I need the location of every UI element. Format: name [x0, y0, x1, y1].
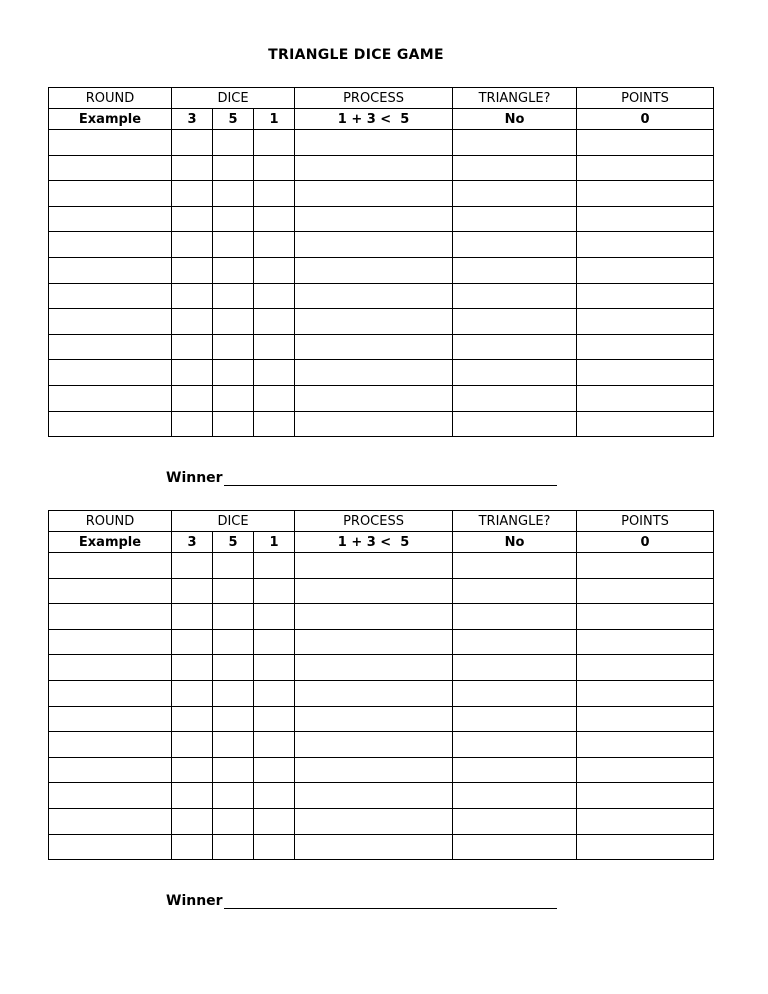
points-cell[interactable]: [577, 334, 714, 360]
round-cell[interactable]: [49, 283, 172, 309]
triangle-cell[interactable]: [453, 757, 577, 783]
winner-line[interactable]: [224, 470, 557, 486]
example-die-3: 1: [254, 109, 295, 130]
process-cell[interactable]: [295, 578, 453, 604]
points-cell[interactable]: [577, 578, 714, 604]
process-cell[interactable]: [295, 155, 453, 181]
triangle-cell[interactable]: [453, 283, 577, 309]
process-cell[interactable]: [295, 283, 453, 309]
process-cell[interactable]: [295, 655, 453, 681]
score-table-2: [48, 510, 714, 860]
die-3-cell[interactable]: [254, 834, 295, 860]
example-die-2: 5: [213, 109, 254, 130]
die-1-cell[interactable]: [172, 808, 213, 834]
process-cell[interactable]: [295, 181, 453, 207]
die-2-cell[interactable]: [213, 283, 254, 309]
triangle-cell[interactable]: [453, 232, 577, 258]
process-cell[interactable]: [295, 334, 453, 360]
process-cell[interactable]: [295, 257, 453, 283]
table-row: [49, 309, 714, 335]
table-row: [49, 360, 714, 386]
die-3-cell[interactable]: [254, 130, 295, 156]
winner-field-1: [166, 470, 557, 486]
triangle-cell[interactable]: [453, 206, 577, 232]
round-cell[interactable]: [49, 732, 172, 758]
triangle-cell[interactable]: [453, 334, 577, 360]
process-cell[interactable]: [295, 385, 453, 411]
header-dice: DICE: [172, 88, 295, 109]
die-1-cell[interactable]: [172, 578, 213, 604]
points-cell[interactable]: [577, 411, 714, 437]
table-row: [49, 206, 714, 232]
die-3-cell[interactable]: [254, 181, 295, 207]
die-1-cell[interactable]: [172, 655, 213, 681]
example-round: Example: [49, 532, 172, 553]
header-triangle: TRIANGLE?: [453, 88, 577, 109]
table-row: [49, 732, 714, 758]
points-cell[interactable]: [577, 257, 714, 283]
triangle-cell[interactable]: [453, 808, 577, 834]
round-cell[interactable]: [49, 578, 172, 604]
die-1-cell[interactable]: [172, 334, 213, 360]
points-cell[interactable]: [577, 808, 714, 834]
die-1-cell[interactable]: [172, 834, 213, 860]
round-cell[interactable]: [49, 834, 172, 860]
triangle-cell[interactable]: [453, 411, 577, 437]
round-cell[interactable]: [49, 680, 172, 706]
die-1-cell[interactable]: [172, 130, 213, 156]
die-3-cell[interactable]: [254, 629, 295, 655]
table-row: [49, 655, 714, 681]
die-3-cell[interactable]: [254, 257, 295, 283]
table-row: [49, 578, 714, 604]
die-3-cell[interactable]: [254, 206, 295, 232]
round-cell[interactable]: [49, 334, 172, 360]
winner-label: Winner: [166, 893, 223, 909]
points-cell[interactable]: [577, 655, 714, 681]
table-row: [49, 130, 714, 156]
table-row: [49, 834, 714, 860]
die-3-cell[interactable]: [254, 757, 295, 783]
triangle-cell[interactable]: [453, 578, 577, 604]
round-cell[interactable]: [49, 130, 172, 156]
example-die-2: 5: [213, 532, 254, 553]
points-cell[interactable]: [577, 706, 714, 732]
process-cell[interactable]: [295, 232, 453, 258]
die-2-cell[interactable]: [213, 680, 254, 706]
process-cell[interactable]: [295, 757, 453, 783]
die-2-cell[interactable]: [213, 834, 254, 860]
die-3-cell[interactable]: [254, 604, 295, 630]
round-cell[interactable]: [49, 757, 172, 783]
triangle-cell[interactable]: [453, 360, 577, 386]
die-1-cell[interactable]: [172, 309, 213, 335]
table-row: [49, 257, 714, 283]
header-points: POINTS: [577, 88, 714, 109]
header-process: PROCESS: [295, 511, 453, 532]
die-1-cell[interactable]: [172, 732, 213, 758]
process-cell[interactable]: [295, 706, 453, 732]
triangle-cell[interactable]: [453, 553, 577, 579]
die-2-cell[interactable]: [213, 808, 254, 834]
winner-label: Winner: [166, 470, 223, 486]
die-3-cell[interactable]: [254, 283, 295, 309]
die-2-cell[interactable]: [213, 385, 254, 411]
triangle-cell[interactable]: [453, 385, 577, 411]
round-cell[interactable]: [49, 309, 172, 335]
example-die-1: 3: [172, 109, 213, 130]
table-row: [49, 808, 714, 834]
die-2-cell[interactable]: [213, 655, 254, 681]
die-3-cell[interactable]: [254, 385, 295, 411]
example-points: 0: [577, 109, 714, 130]
die-3-cell[interactable]: [254, 732, 295, 758]
die-3-cell[interactable]: [254, 783, 295, 809]
points-cell[interactable]: [577, 130, 714, 156]
points-cell[interactable]: [577, 283, 714, 309]
example-row: [49, 532, 714, 553]
triangle-cell[interactable]: [453, 706, 577, 732]
die-2-cell[interactable]: [213, 206, 254, 232]
round-cell[interactable]: [49, 257, 172, 283]
process-cell[interactable]: [295, 629, 453, 655]
die-2-cell[interactable]: [213, 360, 254, 386]
round-cell[interactable]: [49, 706, 172, 732]
triangle-cell[interactable]: [453, 655, 577, 681]
points-cell[interactable]: [577, 732, 714, 758]
triangle-cell[interactable]: [453, 309, 577, 335]
example-triangle: No: [453, 532, 577, 553]
triangle-cell[interactable]: [453, 604, 577, 630]
die-3-cell[interactable]: [254, 360, 295, 386]
die-1-cell[interactable]: [172, 706, 213, 732]
round-cell[interactable]: [49, 232, 172, 258]
round-cell[interactable]: [49, 385, 172, 411]
die-1-cell[interactable]: [172, 257, 213, 283]
die-2-cell[interactable]: [213, 130, 254, 156]
table-row: [49, 411, 714, 437]
process-cell[interactable]: [295, 808, 453, 834]
round-cell[interactable]: [49, 808, 172, 834]
table-row: [49, 553, 714, 579]
table-row: [49, 629, 714, 655]
process-cell[interactable]: [295, 206, 453, 232]
triangle-cell[interactable]: [453, 783, 577, 809]
points-cell[interactable]: [577, 757, 714, 783]
die-2-cell[interactable]: [213, 155, 254, 181]
triangle-cell[interactable]: [453, 629, 577, 655]
die-2-cell[interactable]: [213, 732, 254, 758]
die-1-cell[interactable]: [172, 360, 213, 386]
table-row: [49, 283, 714, 309]
table-row: [49, 706, 714, 732]
die-3-cell[interactable]: [254, 808, 295, 834]
header-row: [49, 88, 714, 109]
process-cell[interactable]: [295, 604, 453, 630]
die-3-cell[interactable]: [254, 655, 295, 681]
process-cell[interactable]: [295, 130, 453, 156]
die-3-cell[interactable]: [254, 309, 295, 335]
example-round: Example: [49, 109, 172, 130]
header-round: ROUND: [49, 88, 172, 109]
die-1-cell[interactable]: [172, 283, 213, 309]
die-3-cell[interactable]: [254, 334, 295, 360]
die-2-cell[interactable]: [213, 604, 254, 630]
process-cell[interactable]: [295, 411, 453, 437]
header-points: POINTS: [577, 511, 714, 532]
die-1-cell[interactable]: [172, 411, 213, 437]
process-cell[interactable]: [295, 680, 453, 706]
die-2-cell[interactable]: [213, 257, 254, 283]
die-1-cell[interactable]: [172, 783, 213, 809]
example-triangle: No: [453, 109, 577, 130]
die-2-cell[interactable]: [213, 578, 254, 604]
die-3-cell[interactable]: [254, 680, 295, 706]
round-cell[interactable]: [49, 206, 172, 232]
die-1-cell[interactable]: [172, 385, 213, 411]
round-cell[interactable]: [49, 604, 172, 630]
die-1-cell[interactable]: [172, 155, 213, 181]
round-cell[interactable]: [49, 181, 172, 207]
process-cell[interactable]: [295, 309, 453, 335]
die-2-cell[interactable]: [213, 757, 254, 783]
winner-line[interactable]: [224, 893, 557, 909]
die-2-cell[interactable]: [213, 783, 254, 809]
example-process: 1 + 3 < 5: [295, 532, 453, 553]
die-3-cell[interactable]: [254, 411, 295, 437]
table-row: [49, 155, 714, 181]
points-cell[interactable]: [577, 553, 714, 579]
triangle-cell[interactable]: [453, 155, 577, 181]
table-row: [49, 181, 714, 207]
header-row: [49, 511, 714, 532]
die-3-cell[interactable]: [254, 706, 295, 732]
points-cell[interactable]: [577, 604, 714, 630]
triangle-cell[interactable]: [453, 181, 577, 207]
example-die-3: 1: [254, 532, 295, 553]
winner-field-2: [166, 893, 557, 909]
score-table-1: [48, 87, 714, 437]
round-cell[interactable]: [49, 629, 172, 655]
die-3-cell[interactable]: [254, 578, 295, 604]
worksheet-title: TRIANGLE DICE GAME: [268, 47, 444, 63]
die-2-cell[interactable]: [213, 334, 254, 360]
points-cell[interactable]: [577, 629, 714, 655]
table-row: [49, 334, 714, 360]
table-row: [49, 232, 714, 258]
table-row: [49, 680, 714, 706]
process-cell[interactable]: [295, 732, 453, 758]
process-cell[interactable]: [295, 834, 453, 860]
process-cell[interactable]: [295, 783, 453, 809]
example-row: [49, 109, 714, 130]
points-cell[interactable]: [577, 309, 714, 335]
header-dice: DICE: [172, 511, 295, 532]
die-3-cell[interactable]: [254, 155, 295, 181]
die-2-cell[interactable]: [213, 181, 254, 207]
points-cell[interactable]: [577, 232, 714, 258]
table-row: [49, 783, 714, 809]
round-cell[interactable]: [49, 553, 172, 579]
die-3-cell[interactable]: [254, 232, 295, 258]
die-2-cell[interactable]: [213, 706, 254, 732]
die-1-cell[interactable]: [172, 553, 213, 579]
die-1-cell[interactable]: [172, 181, 213, 207]
triangle-cell[interactable]: [453, 680, 577, 706]
header-process: PROCESS: [295, 88, 453, 109]
points-cell[interactable]: [577, 181, 714, 207]
points-cell[interactable]: [577, 360, 714, 386]
round-cell[interactable]: [49, 783, 172, 809]
die-2-cell[interactable]: [213, 309, 254, 335]
triangle-cell[interactable]: [453, 257, 577, 283]
triangle-cell[interactable]: [453, 130, 577, 156]
points-cell[interactable]: [577, 834, 714, 860]
points-cell[interactable]: [577, 206, 714, 232]
example-process: 1 + 3 < 5: [295, 109, 453, 130]
header-round: ROUND: [49, 511, 172, 532]
round-cell[interactable]: [49, 155, 172, 181]
process-cell[interactable]: [295, 553, 453, 579]
triangle-cell[interactable]: [453, 834, 577, 860]
points-cell[interactable]: [577, 155, 714, 181]
process-cell[interactable]: [295, 360, 453, 386]
die-3-cell[interactable]: [254, 553, 295, 579]
table-row: [49, 385, 714, 411]
table-row: [49, 604, 714, 630]
die-1-cell[interactable]: [172, 680, 213, 706]
die-2-cell[interactable]: [213, 553, 254, 579]
die-1-cell[interactable]: [172, 604, 213, 630]
example-points: 0: [577, 532, 714, 553]
round-cell[interactable]: [49, 360, 172, 386]
die-2-cell[interactable]: [213, 411, 254, 437]
round-cell[interactable]: [49, 655, 172, 681]
points-cell[interactable]: [577, 385, 714, 411]
header-triangle: TRIANGLE?: [453, 511, 577, 532]
table-row: [49, 757, 714, 783]
die-1-cell[interactable]: [172, 206, 213, 232]
die-1-cell[interactable]: [172, 757, 213, 783]
round-cell[interactable]: [49, 411, 172, 437]
example-die-1: 3: [172, 532, 213, 553]
die-2-cell[interactable]: [213, 629, 254, 655]
die-2-cell[interactable]: [213, 232, 254, 258]
points-cell[interactable]: [577, 783, 714, 809]
triangle-cell[interactable]: [453, 732, 577, 758]
die-1-cell[interactable]: [172, 629, 213, 655]
points-cell[interactable]: [577, 680, 714, 706]
die-1-cell[interactable]: [172, 232, 213, 258]
